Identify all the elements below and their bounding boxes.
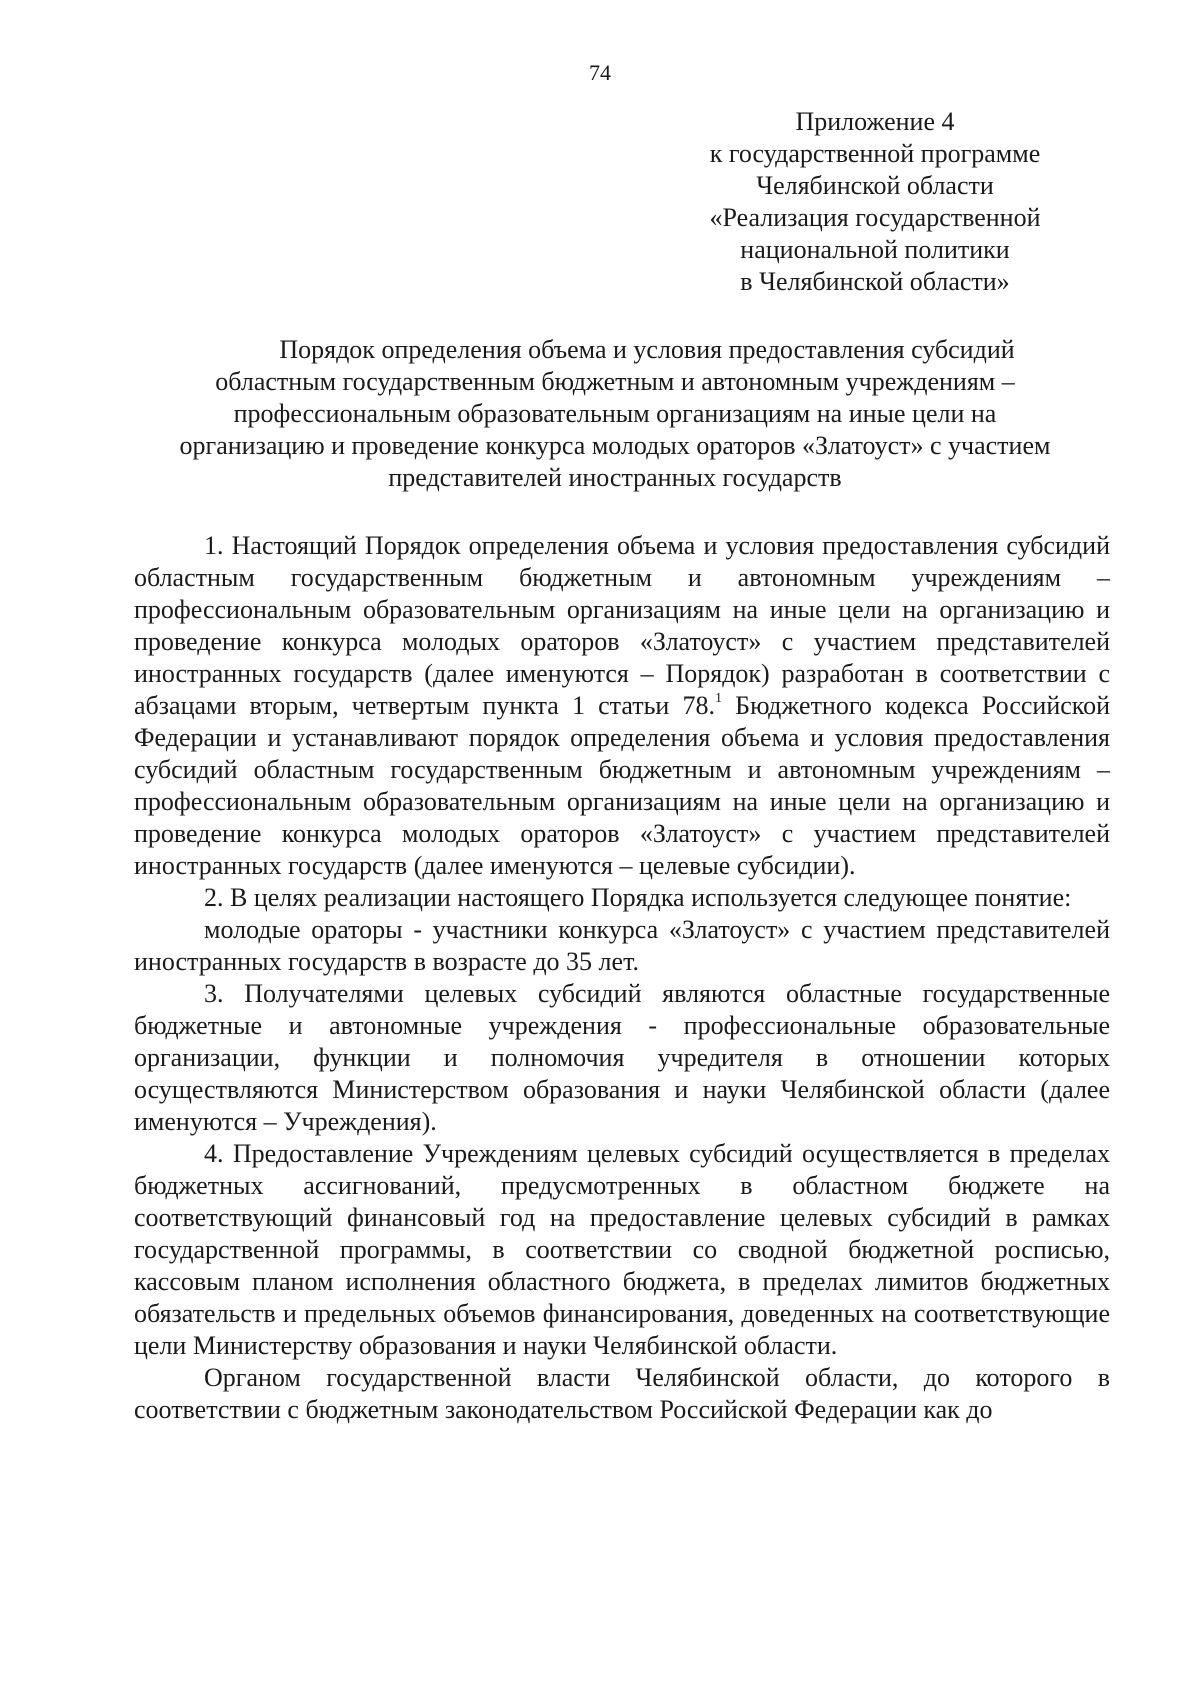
paragraph-1-text-a: 1. Настоящий Порядок определения объема и условия предоставления субсидий областным государственным бюджетным и автономным учреждениям – профессиональным образовательным организациям на иные цели на организацию и проведение конкурса молодых ораторов «Златоуст» с участием представителей иностранных государств (далее именуются – Порядок) разработан в соответствии с абзацами вторым, четвертым пункта 1 статьи 78.	[134, 531, 1110, 720]
paragraph-2-definition: молодые ораторы - участники конкурса «Златоуст» с участием представителей иностранных государств в возрасте до 35 лет.	[134, 915, 1110, 976]
paragraph-1-text-b: Бюджетного кодекса Российской Федерации и устанавливают порядок определения объема и условия предоставления субсидий областным государственным бюджетным и автономным учреждениям – профессиональным образовательным организациям на иные цели на организацию и проведение конкурса молодых ораторов «Златоуст» с участием представителей иностранных государств (далее именуются – целевые субсидии).	[134, 691, 1111, 880]
appendix-line: в Челябинской области»	[740, 267, 1010, 296]
appendix-line: к государственной программе	[709, 139, 1041, 168]
paragraph-3: 3. Получателями целевых субсидий являются областные государственные бюджетные и автономные учреждения - профессиональные образовательные организации, функции и полномочия учредителя в отношении которых осуществляются Министерством образования и науки Челябинской области (далее именуются – Учреждения).	[134, 979, 1110, 1136]
appendix-header	[640, 106, 1110, 298]
appendix-line: Приложение 4	[795, 107, 955, 136]
document-body	[134, 530, 1110, 1426]
title-line: Порядок определения объема и условия предоставления субсидий	[279, 335, 1015, 364]
paragraph-2: 2. В целях реализации настоящего Порядка используется следующее понятие:	[204, 883, 1072, 912]
paragraph-1	[134, 530, 1110, 882]
title-line: профессиональным образовательным организациям на иные цели на	[233, 399, 997, 428]
paragraph-4: 4. Предоставление Учреждениям целевых субсидий осуществляется в пределах бюджетных ассигнований, предусмотренных в областном бюджете на соответствующий финансовый год на предоставление целевых субсидий в рамках государственной программы, в соответствии со сводной бюджетной росписью, кассовым планом исполнения областного бюджета, в пределах лимитов бюджетных обязательств и предельных объемов финансирования, доведенных на соответствующие цели Министерству образования и науки Челябинской области.	[134, 1139, 1110, 1360]
appendix-line: Челябинской области	[756, 171, 994, 200]
appendix-line: «Реализация государственной	[709, 203, 1041, 232]
title-line: представителей иностранных государств	[388, 463, 842, 492]
title-line: организацию и проведение конкурса молодых ораторов «Златоуст» с участием	[179, 431, 1051, 460]
document-title	[120, 334, 1110, 494]
appendix-line: национальной политики	[740, 235, 1010, 264]
paragraph-5: Органом государственной власти Челябинской области, до которого в соответствии с бюджетным законодательством Российской Федерации как до	[134, 1363, 1110, 1424]
title-line: областным государственным бюджетным и автономным учреждениям –	[215, 367, 1015, 396]
article-superscript: 1	[715, 691, 722, 706]
page-number: 74	[589, 60, 611, 85]
